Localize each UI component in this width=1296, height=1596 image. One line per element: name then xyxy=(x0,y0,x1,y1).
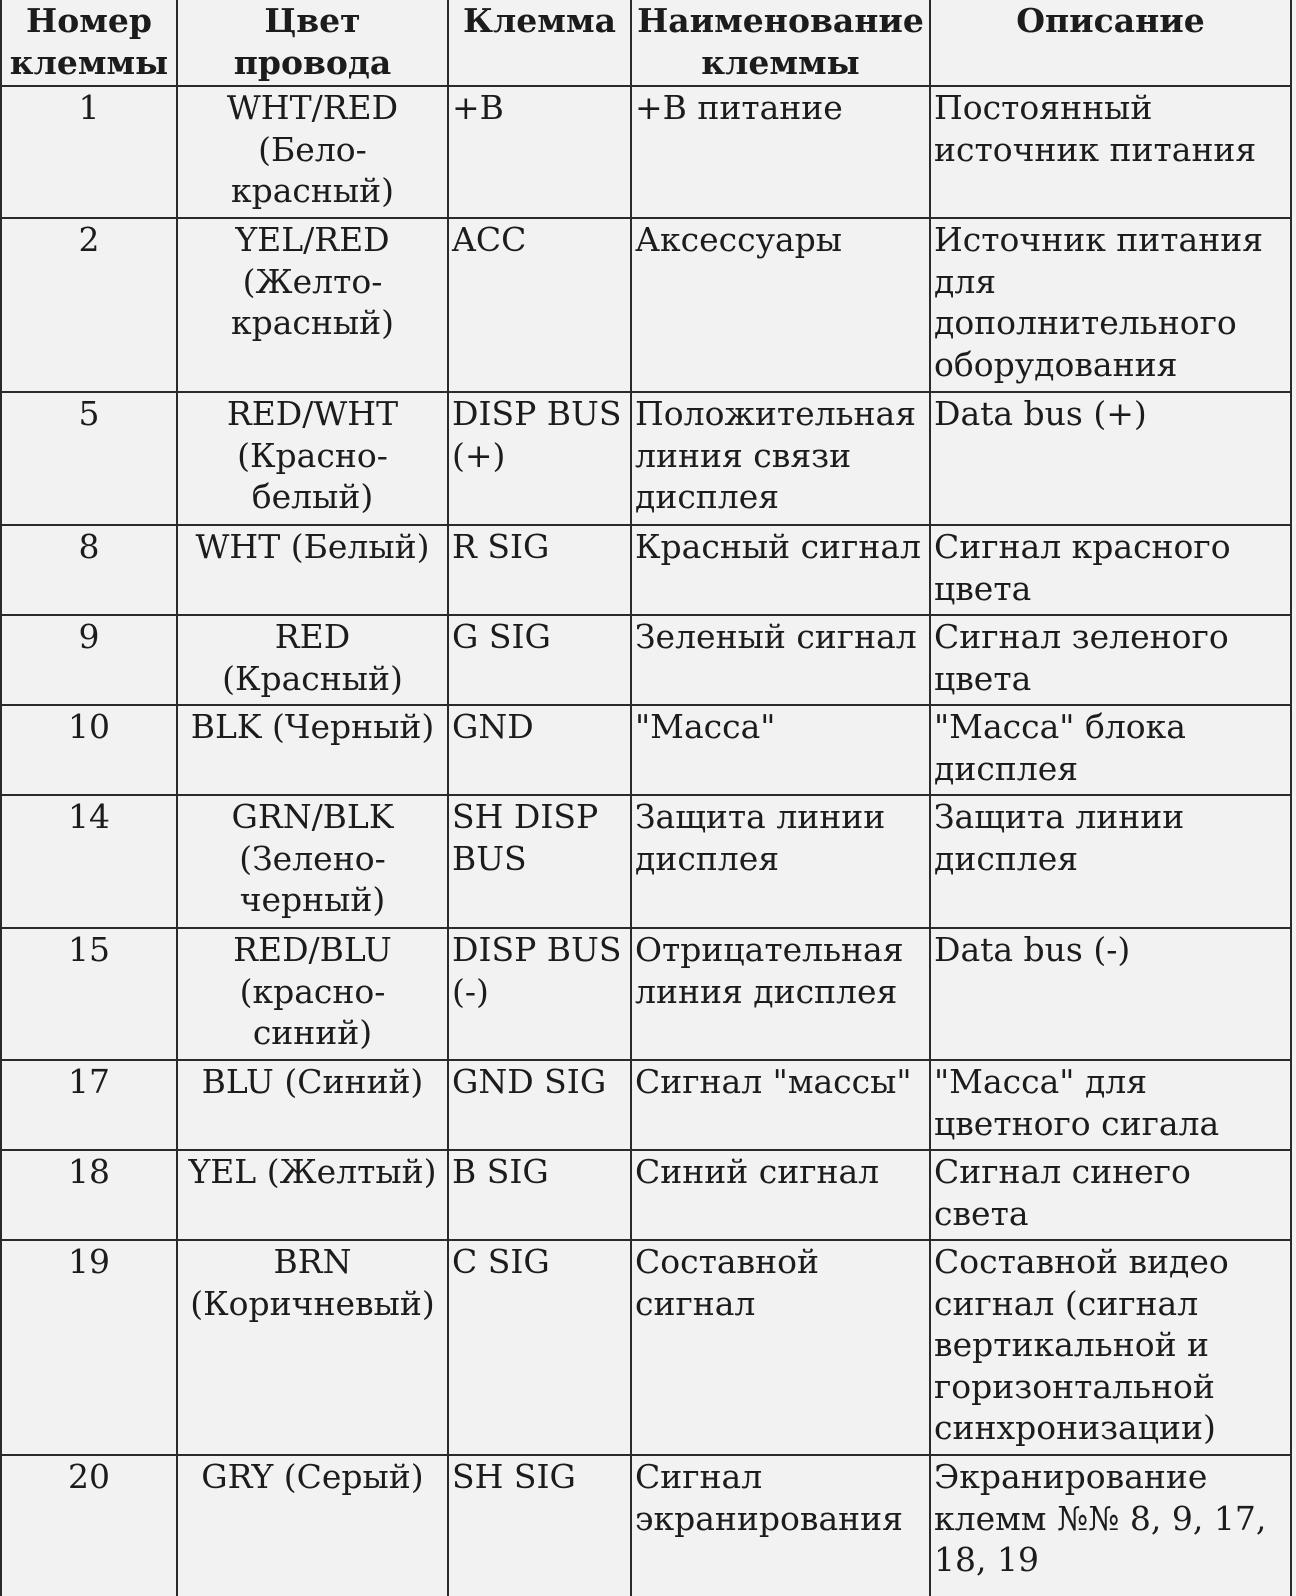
terminal-name: Сигнал "массы" xyxy=(631,1060,930,1150)
wire-color: RED/WHT (Красно-белый) xyxy=(177,392,448,525)
pin-number: 18 xyxy=(1,1150,177,1240)
table-row xyxy=(1,1240,1291,1455)
wire-color: GRN/BLK (Зелено-черный) xyxy=(177,795,448,928)
table-row xyxy=(1,525,1291,615)
terminal-name: Защита линии дисплея xyxy=(631,795,930,928)
table-row xyxy=(1,392,1291,525)
terminal-code: G SIG xyxy=(448,615,631,705)
pin-number: 8 xyxy=(1,525,177,615)
header-terminal: Клемма xyxy=(448,0,631,86)
terminal-code: GND xyxy=(448,705,631,795)
terminal-name: Красный сигнал xyxy=(631,525,930,615)
terminal-name: Синий сигнал xyxy=(631,1150,930,1240)
terminal-code: B SIG xyxy=(448,1150,631,1240)
wire-color: WHT/RED (Бело-красный) xyxy=(177,86,448,218)
terminal-name: "Масса" xyxy=(631,705,930,795)
table-row xyxy=(1,705,1291,795)
terminal-code: SH SIG xyxy=(448,1455,631,1596)
header-terminal-name: Наименование клеммы xyxy=(631,0,930,86)
pin-number: 20 xyxy=(1,1455,177,1596)
table-row xyxy=(1,615,1291,705)
terminal-description: Экранирование клемм №№ 8, 9, 17, 18, 19 xyxy=(930,1455,1291,1596)
terminal-code: +B xyxy=(448,86,631,218)
header-row xyxy=(1,0,1291,86)
wire-color: YEL (Желтый) xyxy=(177,1150,448,1240)
header-description: Описание xyxy=(930,0,1291,86)
terminal-description: Сигнал синего света xyxy=(930,1150,1291,1240)
terminal-code: C SIG xyxy=(448,1240,631,1455)
wire-color: BRN (Коричневый) xyxy=(177,1240,448,1455)
terminal-code: ACC xyxy=(448,218,631,392)
header-number: Номер клеммы xyxy=(1,0,177,86)
table-row xyxy=(1,86,1291,218)
terminal-name: Отрицательная линия дисплея xyxy=(631,928,930,1060)
pin-number: 14 xyxy=(1,795,177,928)
wire-color: GRY (Серый) xyxy=(177,1455,448,1596)
terminal-description: "Масса" блока дисплея xyxy=(930,705,1291,795)
terminal-code: SH DISP BUS xyxy=(448,795,631,928)
wire-color: RED/BLU (красно-синий) xyxy=(177,928,448,1060)
table-row xyxy=(1,795,1291,928)
table-row xyxy=(1,928,1291,1060)
terminal-name: Аксессуары xyxy=(631,218,930,392)
header-wire-color: Цвет провода xyxy=(177,0,448,86)
terminal-name: Зеленый сигнал xyxy=(631,615,930,705)
wire-color: WHT (Белый) xyxy=(177,525,448,615)
wire-color: YEL/RED (Желто-красный) xyxy=(177,218,448,392)
terminal-name: Составной сигнал xyxy=(631,1240,930,1455)
table-row xyxy=(1,1060,1291,1150)
table-row xyxy=(1,218,1291,392)
terminal-description: Постоянный источник питания xyxy=(930,86,1291,218)
table-row xyxy=(1,1150,1291,1240)
pin-number: 19 xyxy=(1,1240,177,1455)
pin-number: 17 xyxy=(1,1060,177,1150)
terminal-code: R SIG xyxy=(448,525,631,615)
wire-color: BLU (Синий) xyxy=(177,1060,448,1150)
terminal-description: Data bus (-) xyxy=(930,928,1291,1060)
pin-number: 2 xyxy=(1,218,177,392)
table-row xyxy=(1,1455,1291,1596)
terminal-name: Положительная линия связи дисплея xyxy=(631,392,930,525)
terminal-description: Сигнал зеленого цвета xyxy=(930,615,1291,705)
terminal-code: DISP BUS (-) xyxy=(448,928,631,1060)
terminal-name: Сигнал экранирования xyxy=(631,1455,930,1596)
terminal-code: DISP BUS (+) xyxy=(448,392,631,525)
terminal-description: Сигнал красного цвета xyxy=(930,525,1291,615)
pin-number: 9 xyxy=(1,615,177,705)
terminal-description: Источник питания для дополнительного оборудования xyxy=(930,218,1291,392)
terminal-description: Защита линии дисплея xyxy=(930,795,1291,928)
pin-number: 15 xyxy=(1,928,177,1060)
terminal-description: "Масса" для цветного сигала xyxy=(930,1060,1291,1150)
pin-number: 1 xyxy=(1,86,177,218)
terminal-code: GND SIG xyxy=(448,1060,631,1150)
wire-color: BLK (Черный) xyxy=(177,705,448,795)
wire-color: RED (Красный) xyxy=(177,615,448,705)
pin-number: 10 xyxy=(1,705,177,795)
pin-number: 5 xyxy=(1,392,177,525)
terminal-description: Data bus (+) xyxy=(930,392,1291,525)
terminal-description: Составной видео сигнал (сигнал вертикальной и горизонтальной синхронизации) xyxy=(930,1240,1291,1455)
terminal-name: +B питание xyxy=(631,86,930,218)
